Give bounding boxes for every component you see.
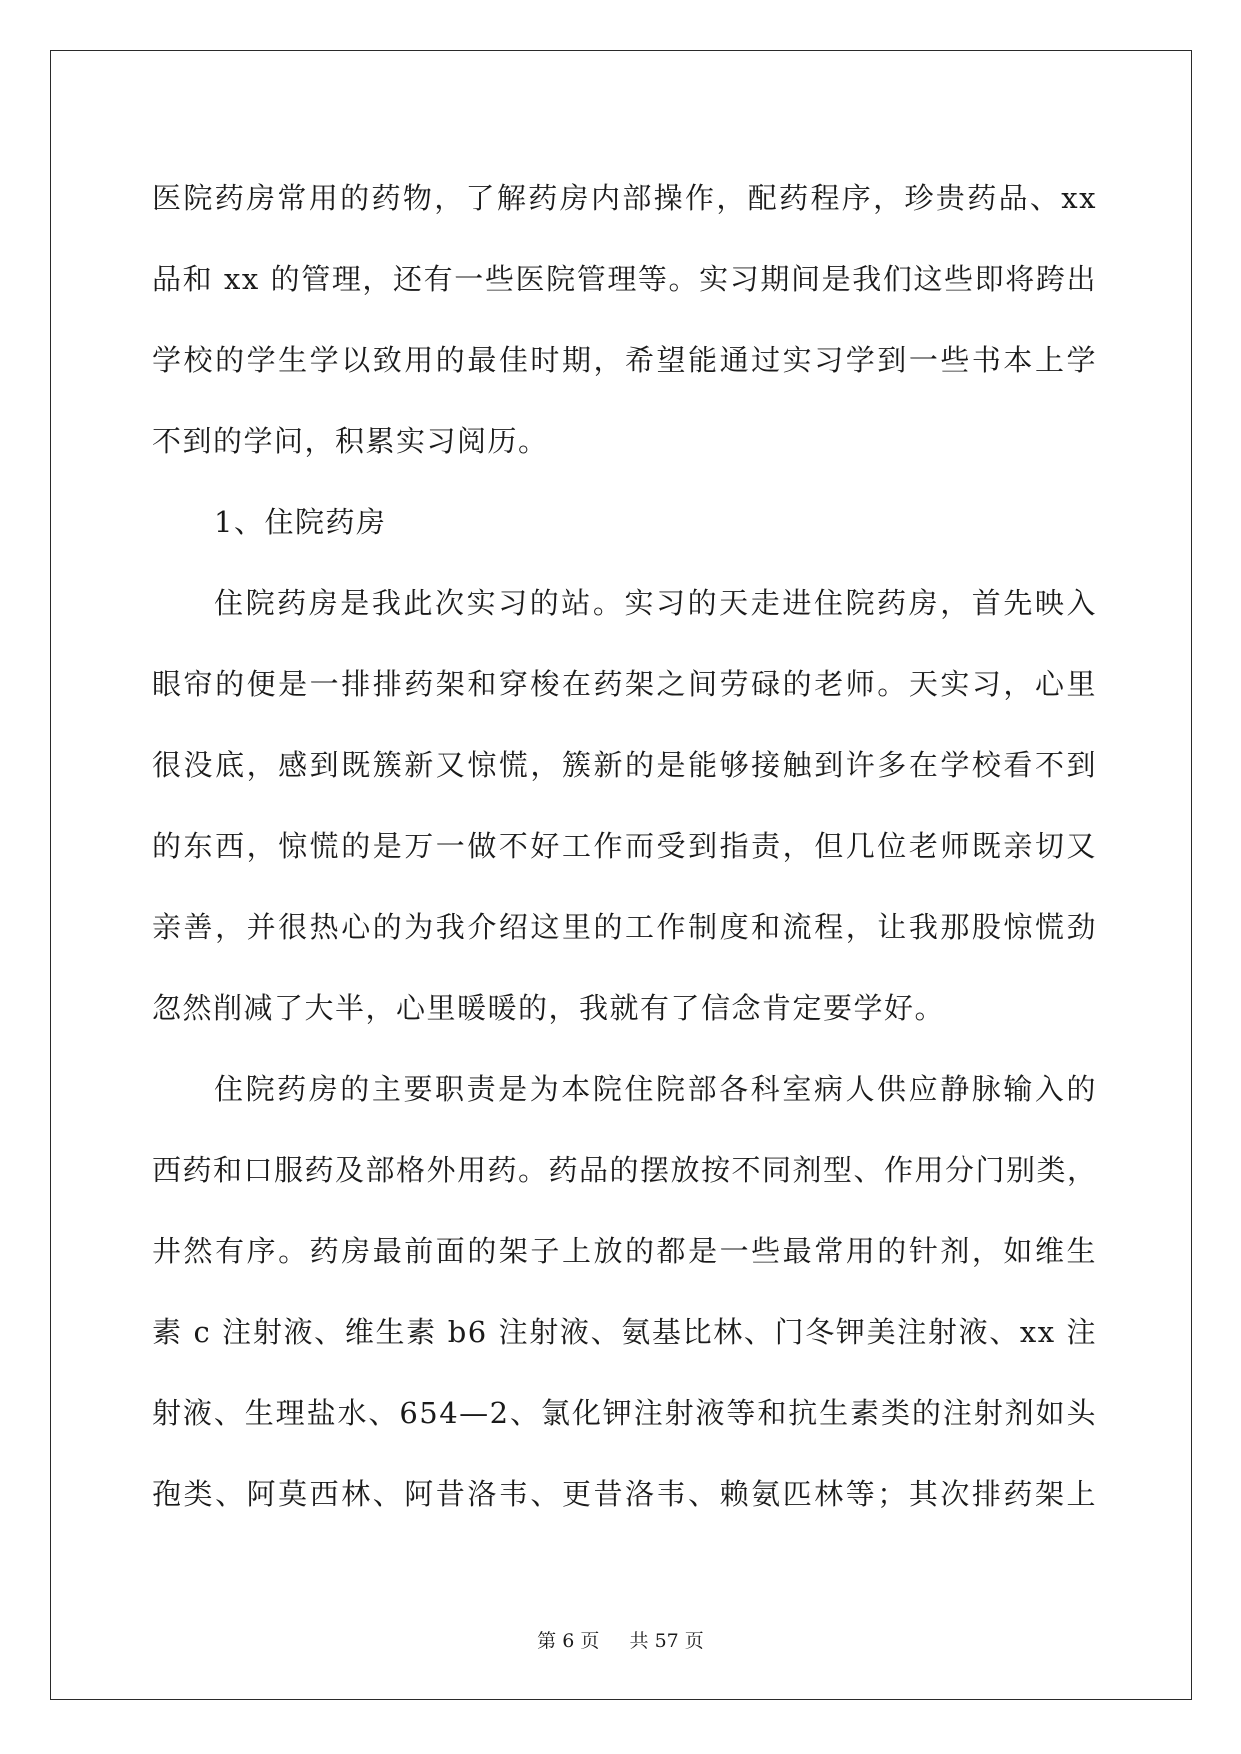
text-line-10: 亲善，并很热心的为我介绍这里的工作制度和流程，让我那股惊慌劲 — [152, 910, 1097, 944]
text-line-9: 的东西，惊慌的是万一做不好工作而受到指责，但几位老师既亲切又 — [152, 829, 1097, 863]
text-line-3: 学校的学生学以致用的最佳时期，希望能通过实习学到一些书本上学 — [152, 343, 1097, 377]
text-line-11: 忽然削减了大半，心里暖暖的，我就有了信念肯定要学好。 — [152, 991, 946, 1025]
page-total: 共 57 页 — [629, 1630, 704, 1652]
text-line-14: 井然有序。药房最前面的架子上放的都是一些最常用的针剂，如维生 — [152, 1234, 1097, 1268]
text-line-8: 很没底，感到既簇新又惊慌，簇新的是能够接触到许多在学校看不到 — [152, 748, 1097, 782]
page-number: 第 6 页 — [537, 1630, 600, 1652]
document-body — [152, 158, 1097, 1535]
text-line-4: 不到的学问，积累实习阅历。 — [152, 424, 549, 458]
text-line-16: 射液、生理盐水、654—2、氯化钾注射液等和抗生素类的注射剂如头 — [152, 1396, 1097, 1430]
text-line-2: 品和 xx 的管理，还有一些医院管理等。实习期间是我们这些即将跨出 — [152, 262, 1097, 296]
section-heading: 1、住院药房 — [214, 505, 387, 539]
text-line-17: 孢类、阿莫西林、阿昔洛韦、更昔洛韦、赖氨匹林等；其次排药架上 — [152, 1477, 1097, 1511]
text-line-7: 眼帘的便是一排排药架和穿梭在药架之间劳碌的老师。天实习，心里 — [152, 667, 1097, 701]
text-line-6: 住院药房是我此次实习的站。实习的天走进住院药房，首先映入 — [214, 586, 1097, 620]
text-line-13: 西药和口服药及部格外用药。药品的摆放按不同剂型、作用分门别类， — [152, 1153, 1098, 1187]
text-line-1: 医院药房常用的药物，了解药房内部操作，配药程序，珍贵药品、xx — [152, 181, 1097, 215]
text-line-12: 住院药房的主要职责是为本院住院部各科室病人供应静脉输入的 — [214, 1072, 1097, 1106]
page-footer — [0, 1627, 1241, 1655]
text-line-15: 素 c 注射液、维生素 b6 注射液、氨基比林、门冬钾美注射液、xx 注 — [152, 1315, 1097, 1349]
